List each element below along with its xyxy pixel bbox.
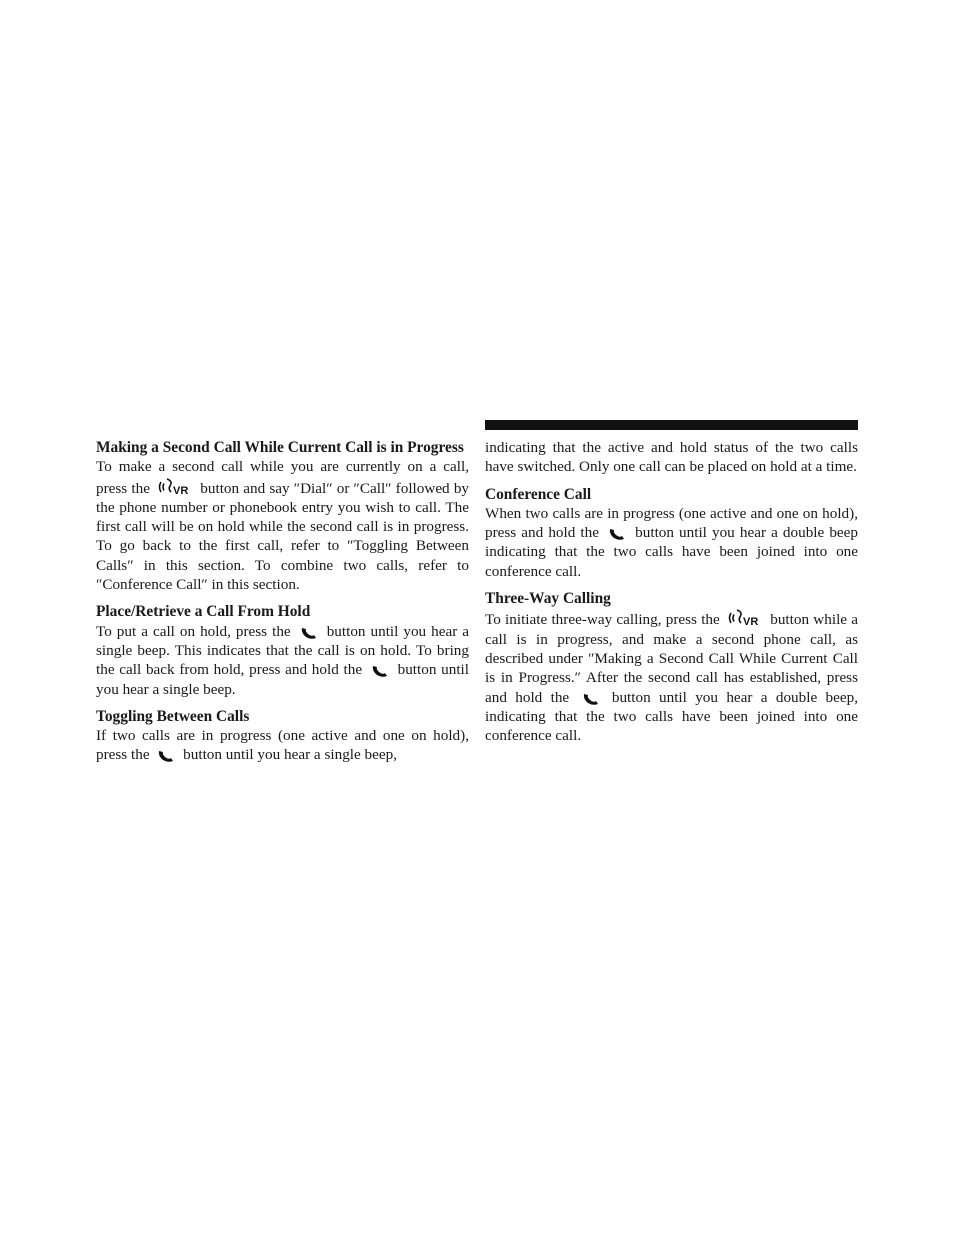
voice-command-vr-icon	[728, 608, 762, 628]
section-heading: Three-Way Calling	[485, 590, 611, 608]
section-toggling	[96, 707, 469, 765]
voice-command-vr-icon	[158, 477, 192, 497]
phone-handset-icon	[300, 626, 318, 640]
body-text: button until you hear a single beep. This indicates that the call is on hold. To bring the call back from hold, press and hold the	[96, 622, 470, 679]
phone-handset-icon	[157, 749, 175, 763]
body-text: button until you hear a single beep.	[96, 661, 469, 698]
svg-text:VR: VR	[173, 484, 189, 497]
phone-handset-icon	[608, 527, 626, 541]
body-text: button until you hear a single beep,	[183, 746, 398, 764]
body-text: button and say ″Dial″ or ″Call″ followed by the phone number or phonebook entry you wish to call. The first call will be on hold while the second call is in progress. To go back to the first call, refer to ″Toggling Between Calls″ in this section. To combine two calls, refer to ″Conference Call″ in this section.	[96, 479, 470, 594]
body-text: To initiate three-way calling, press the	[485, 611, 720, 629]
section-body	[96, 457, 469, 594]
section-place-retrieve	[96, 602, 469, 698]
section-making-second-call	[96, 438, 469, 594]
body-text: If two calls are in progress (one active and one on hold), press the	[96, 727, 469, 764]
section-heading: Conference Call	[485, 485, 592, 503]
section-heading: Toggling Between Calls	[96, 707, 250, 725]
body-text: To make a second call while you are currently on a call, press the	[96, 458, 469, 497]
section-toggling-continued	[485, 438, 858, 477]
section-heading: Place/Retrieve a Call From Hold	[96, 603, 311, 621]
body-text: button until you hear a double beep indicating that the two calls have been joined into one conference call.	[485, 524, 859, 580]
section-body	[485, 504, 858, 581]
right-column	[485, 438, 858, 753]
section-body	[485, 608, 858, 745]
section-body: indicating that the active and hold status of the two calls have switched. Only one call can be placed on hold at a time.	[485, 439, 858, 476]
section-three-way-calling	[485, 589, 858, 745]
body-text: To put a call on hold, press the	[96, 622, 291, 640]
section-body	[96, 622, 469, 699]
section-header-bar	[485, 420, 858, 430]
phone-handset-icon	[582, 692, 600, 706]
section-conference-call	[485, 485, 858, 581]
phone-handset-icon	[371, 664, 389, 678]
left-column	[96, 438, 469, 773]
section-body	[96, 726, 469, 765]
section-heading: Making a Second Call While Current Call is in Progress	[96, 439, 464, 456]
svg-text:VR: VR	[743, 616, 759, 629]
body-text: When two calls are in progress (one active and one on hold), press and hold the	[485, 504, 858, 542]
body-text: button while a call is in progress, and make a second phone call, as described under ″Making a Second Call While Current Call is in Progress.″ After the second call has established, press and hold the	[485, 611, 858, 706]
body-text: button until you hear a double beep, indicating that the two calls have been joined into one conference call.	[485, 688, 859, 745]
